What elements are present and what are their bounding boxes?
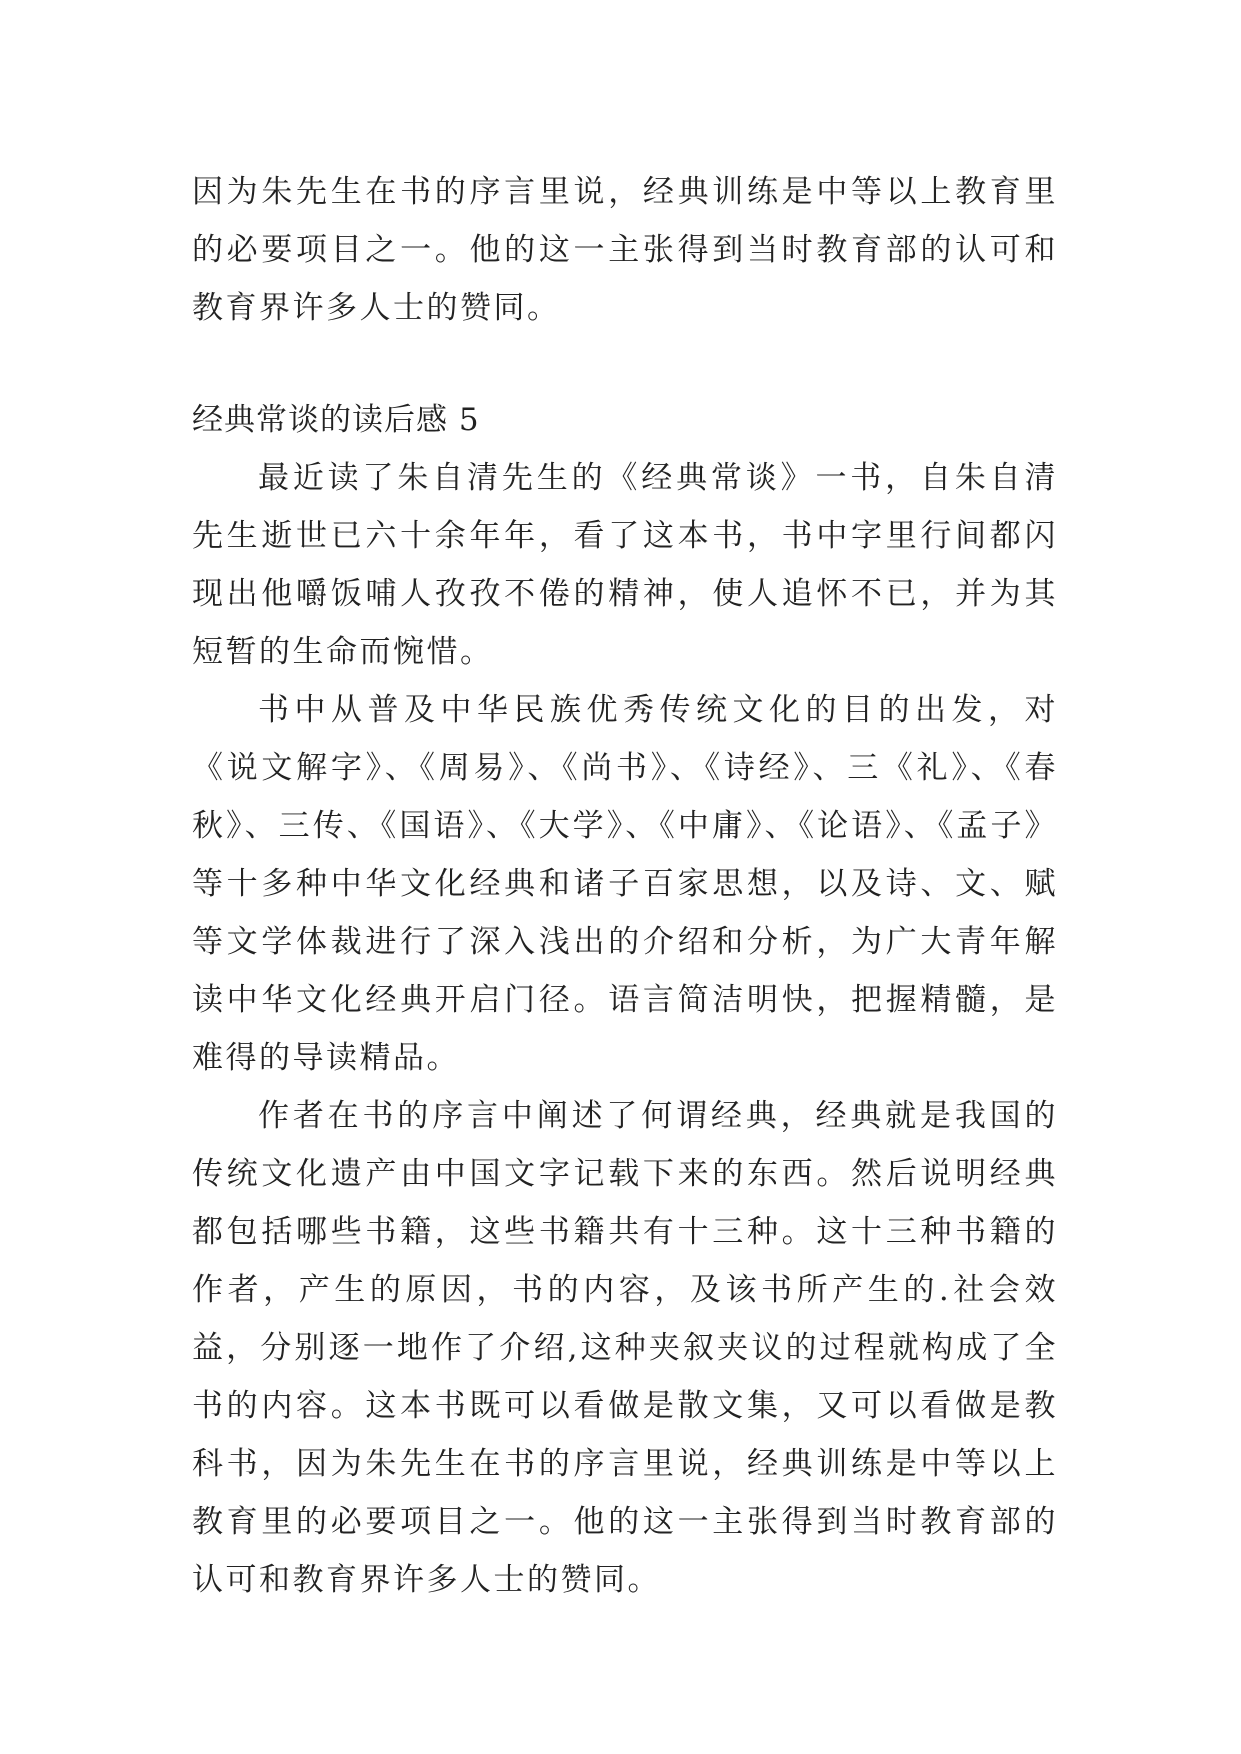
intro-paragraph: 因为朱先生在书的序言里说，经典训练是中等以上教育里的必要项目之一。他的这一主张得到当时教育部的认可和教育界许多人士的赞同。 [192,174,1058,326]
section-title: 经典常谈的读后感 5 [192,402,480,438]
essay-paragraph: 作者在书的序言中阐述了何谓经典，经典就是我国的传统文化遗产由中国文字记载下来的东西。然后说明经典都包括哪些书籍，这些书籍共有十三种。这十三种书籍的作者，产生的原因，书的内容，及该书所产生的.社会效益，分别逐一地作了介绍,这种夹叙夹议的过程就构成了全书的内容。这本书既可以看做是散文集，又可以看做是教科书，因为朱先生在书的序言里说，经典训练是中等以上教育里的必要项目之一。他的这一主张得到当时教育部的认可和教育界许多人士的赞同。 [192,1098,1058,1598]
essay-paragraph: 书中从普及中华民族优秀传统文化的目的出发，对《说文解字》、《周易》、《尚书》、《诗经》、三《礼》、《春秋》、三传、《国语》、《大学》、《中庸》、《论语》、《孟子》等十多种中华文化经典和诸子百家思想，以及诗、文、赋等文学体裁进行了深入浅出的介绍和分析，为广大青年解读中华文化经典开启门径。语言简洁明快，把握精髓，是难得的导读精品。 [192,692,1058,1076]
essay-body [192,449,1058,1609]
essay-paragraph: 最近读了朱自清先生的《经典常谈》一书，自朱自清先生逝世已六十余年年，看了这本书，书中字里行间都闪现出他嚼饭哺人孜孜不倦的精神，使人追怀不已，并为其短暂的生命而惋惜。 [192,460,1058,670]
